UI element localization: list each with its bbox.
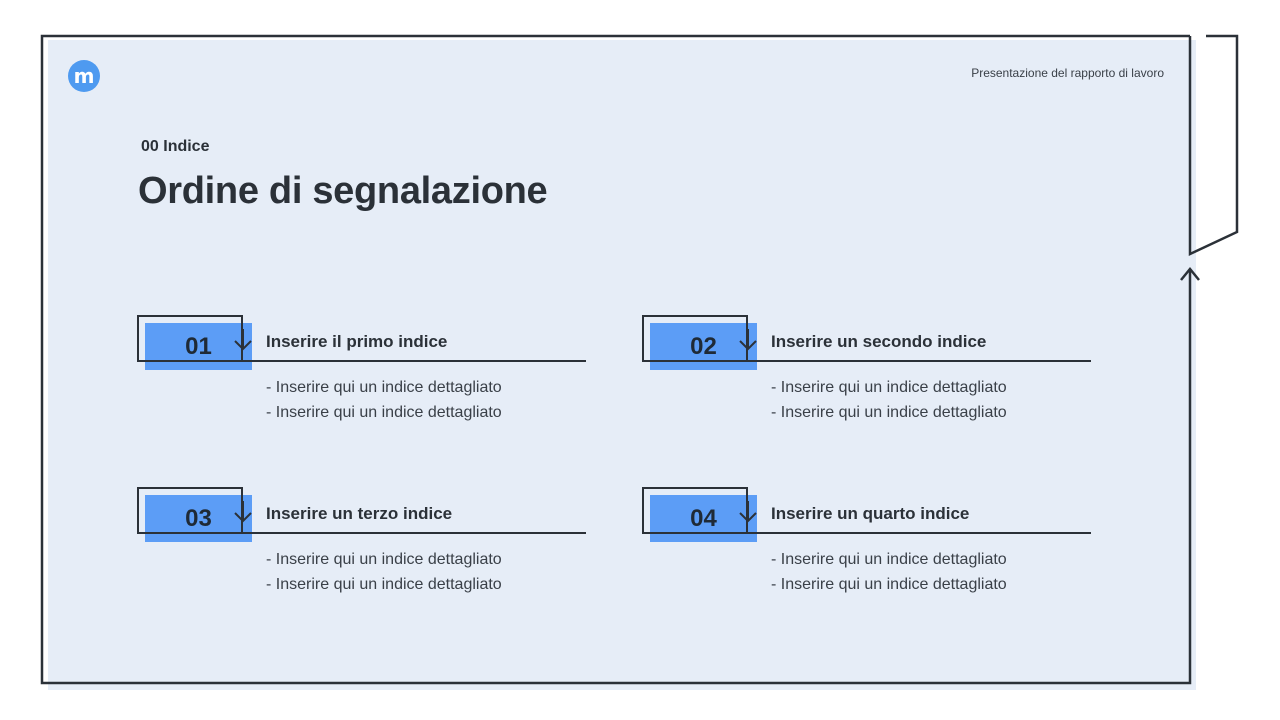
detail-item: - Inserire qui un indice dettagliato [771,379,1007,396]
section-label: 00 Indice [141,138,210,155]
arrow-down-icon [738,329,758,353]
detail-list [266,375,502,425]
item-number: 02 [690,332,717,360]
index-item-02 [642,315,1102,425]
divider-line [137,360,586,362]
presentation-subtitle: Presentazione del rapporto di lavoro [971,66,1164,80]
detail-item: - Inserire qui un indice dettagliato [266,379,502,396]
detail-item: - Inserire qui un indice dettagliato [266,576,502,593]
item-title: Inserire un terzo indice [266,504,453,523]
index-item-01 [137,315,597,425]
item-title: Inserire un quarto indice [771,504,970,523]
logo-icon: m [68,60,100,92]
divider-line [642,532,1091,534]
divider-line [137,532,586,534]
detail-list [771,375,1007,425]
item-number: 03 [185,504,212,532]
divider-line [642,360,1091,362]
detail-item: - Inserire qui un indice dettagliato [771,404,1007,421]
detail-list [266,547,502,597]
arrow-down-icon [233,501,253,525]
detail-list [771,547,1007,597]
detail-item: - Inserire qui un indice dettagliato [266,404,502,421]
arrow-down-icon [738,501,758,525]
index-item-04 [642,487,1102,597]
index-item-03 [137,487,597,597]
item-number: 04 [690,504,717,532]
item-number: 01 [185,332,212,360]
item-title: Inserire un secondo indice [771,332,987,351]
detail-item: - Inserire qui un indice dettagliato [771,551,1007,568]
item-title: Inserire il primo indice [266,332,448,351]
page-title: Ordine di segnalazione [138,170,548,212]
detail-item: - Inserire qui un indice dettagliato [266,551,502,568]
detail-item: - Inserire qui un indice dettagliato [771,576,1007,593]
arrow-down-icon [233,329,253,353]
